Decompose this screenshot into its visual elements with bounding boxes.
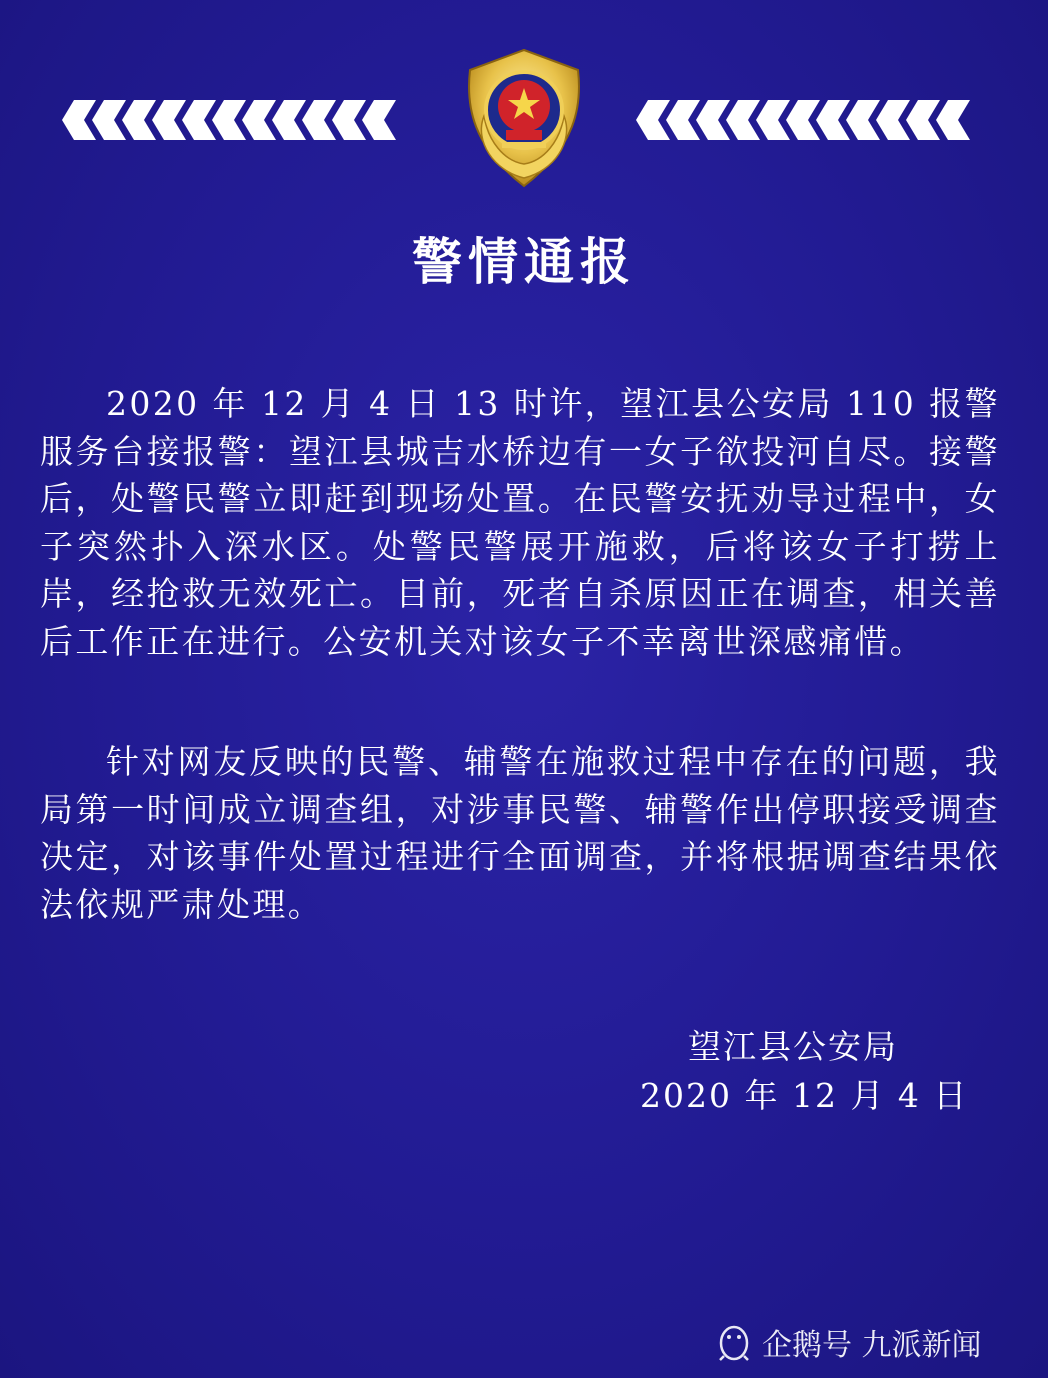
signature-organization: 望江县公安局	[688, 1027, 898, 1066]
watermark-text: 企鹅号 九派新闻	[762, 1328, 982, 1363]
page-title: 警情通报	[412, 232, 636, 291]
police-emblem-icon	[454, 46, 594, 192]
paragraph-investigation-text: 针对网友反映的民警、辅警在施救过程中存在的问题，我局第一时间成立调查组，对涉事民警、辅警作出停职接受调查决定，对该事件处置过程进行全面调查，并将根据调查结果依法依规严肃处理。	[40, 742, 1000, 924]
header-banner	[0, 40, 1048, 200]
watermark	[716, 1318, 982, 1366]
chevron-stripes-right	[636, 100, 986, 140]
paragraph-incident	[40, 380, 1000, 665]
signature-date: 2020 年 12 月 4 日	[640, 1076, 969, 1115]
paragraph-investigation	[40, 738, 1000, 928]
penguin-icon	[716, 1322, 752, 1362]
chevron-stripes-left	[62, 100, 412, 140]
paragraph-incident-text: 2020 年 12 月 4 日 13 时许，望江县公安局 110 报警服务台接报警：望江县城吉水桥边有一女子欲投河自尽。接警后，处警民警立即赶到现场处置。在民警安抚劝导过程中，女子突然扑入深水区。处警民警展开施救，后将该女子打捞上岸，经抢救无效死亡。目前，死者自杀原因正在调查，相关善后工作正在进行。公安机关对该女子不幸离世深感痛惜。	[40, 384, 1000, 661]
signature-block	[640, 1022, 980, 1120]
